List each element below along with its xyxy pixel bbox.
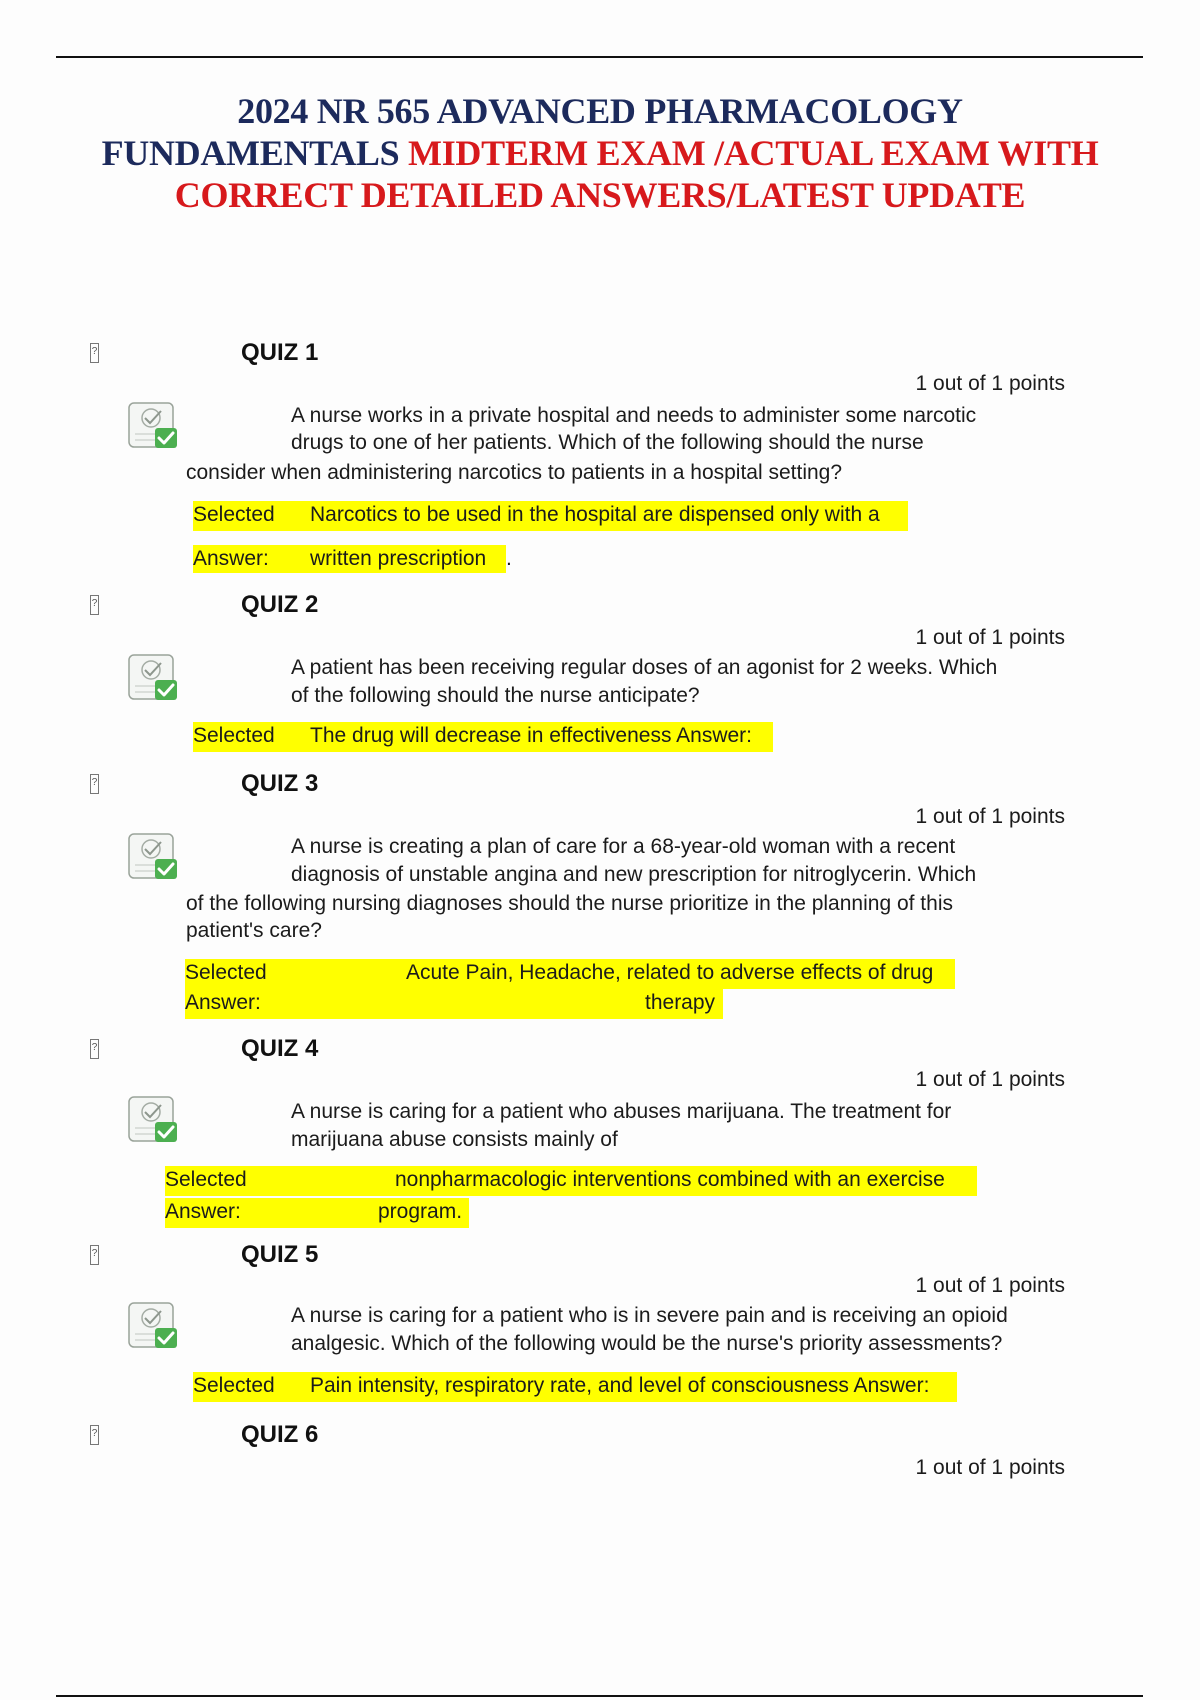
question-line: A nurse works in a private hospital and needs to administer some narcotic xyxy=(291,404,977,427)
missing-glyph-icon: ? xyxy=(90,343,99,363)
answer-highlight-row xyxy=(193,1372,957,1402)
question-line: A nurse is caring for a patient who is in severe pain and is receiving an opioid xyxy=(291,1304,1008,1327)
missing-glyph-icon: ? xyxy=(90,1245,99,1265)
answer-row-2 xyxy=(193,545,512,573)
quiz-points: 1 out of 1 points xyxy=(915,1274,1065,1297)
selected-label: Selected xyxy=(193,724,275,747)
missing-glyph-icon: ? xyxy=(90,1039,99,1059)
quiz-points: 1 out of 1 points xyxy=(915,805,1065,828)
question-line: of the following nursing diagnoses should the nurse prioritize in the planning of this xyxy=(186,892,953,915)
missing-glyph-icon: ? xyxy=(90,1425,99,1445)
answer-tail: . xyxy=(506,547,512,570)
answer-text: Pain intensity, respiratory rate, and level of consciousness Answer: xyxy=(310,1374,930,1397)
bottom-rule xyxy=(56,1695,1143,1697)
answer-highlight-row xyxy=(165,1198,469,1228)
question-line: analgesic. Which of the following would be the nurse's priority assessments? xyxy=(291,1332,1003,1355)
question-line: A patient has been receiving regular doses of an agonist for 2 weeks. Which xyxy=(291,656,998,679)
missing-glyph-icon: ? xyxy=(90,595,99,615)
missing-glyph-icon: ? xyxy=(90,774,99,794)
answer-highlight-row xyxy=(193,722,773,752)
title-line-2-red: MIDTERM EXAM /ACTUAL EXAM WITH xyxy=(408,133,1099,173)
selected-label: Selected xyxy=(165,1168,247,1191)
question-line: of the following should the nurse anticipate? xyxy=(291,684,700,707)
answer-text: Acute Pain, Headache, related to adverse effects of drug xyxy=(406,961,934,984)
answer-highlight-row xyxy=(165,1166,977,1196)
quiz-title: QUIZ 6 xyxy=(241,1421,319,1448)
graded-correct-check-icon xyxy=(127,1300,181,1352)
question-line: consider when administering narcotics to patients in a hospital setting? xyxy=(186,461,843,484)
answer-highlight-row xyxy=(185,989,723,1019)
question-line: diagnosis of unstable angina and new prescription for nitroglycerin. Which xyxy=(291,863,977,886)
answer-highlight-row xyxy=(185,959,955,989)
quiz-title: QUIZ 3 xyxy=(241,770,319,797)
question-line: A nurse is creating a plan of care for a 68-year-old woman with a recent xyxy=(291,835,956,858)
question-line: patient's care? xyxy=(186,919,322,942)
selected-label: Selected xyxy=(185,961,267,984)
answer-label: Answer: xyxy=(185,991,261,1014)
quiz-points: 1 out of 1 points xyxy=(915,1068,1065,1091)
graded-correct-check-icon xyxy=(127,1094,181,1146)
answer-text: program. xyxy=(378,1200,463,1223)
graded-correct-check-icon xyxy=(127,831,181,883)
graded-correct-check-icon xyxy=(127,652,181,704)
quiz-title: QUIZ 5 xyxy=(241,1241,319,1268)
title-line-3: CORRECT DETAILED ANSWERS/LATEST UPDATE xyxy=(174,175,1026,215)
selected-label: Selected xyxy=(193,1374,275,1397)
title-line-2-navy: FUNDAMENTALS xyxy=(101,133,409,173)
question-line: A nurse is caring for a patient who abuses marijuana. The treatment for xyxy=(291,1100,952,1123)
answer-label: Answer: xyxy=(193,547,269,570)
answer-label: Answer: xyxy=(165,1200,241,1223)
answer-highlight-row xyxy=(193,501,908,531)
quiz-points: 1 out of 1 points xyxy=(915,626,1065,649)
question-line: drugs to one of her patients. Which of the following should the nurse xyxy=(291,431,924,454)
quiz-title: QUIZ 2 xyxy=(241,591,319,618)
answer-text: The drug will decrease in effectiveness Answer: xyxy=(310,724,753,747)
top-rule xyxy=(56,56,1143,58)
answer-text: written prescription xyxy=(310,547,487,570)
question-line: marijuana abuse consists mainly of xyxy=(291,1128,618,1151)
quiz-points: 1 out of 1 points xyxy=(915,372,1065,395)
quiz-title: QUIZ 4 xyxy=(241,1035,319,1062)
answer-highlight xyxy=(193,545,506,573)
title-line-2 xyxy=(40,132,1160,174)
title-line-1: 2024 NR 565 ADVANCED PHARMACOLOGY xyxy=(237,91,963,131)
quiz-title: QUIZ 1 xyxy=(241,339,319,366)
selected-label: Selected xyxy=(193,503,275,526)
answer-text: therapy xyxy=(645,991,716,1014)
document-title xyxy=(40,90,1160,216)
answer-text: nonpharmacologic interventions combined with an exercise xyxy=(395,1168,945,1191)
graded-correct-check-icon xyxy=(127,400,181,452)
quiz-points: 1 out of 1 points xyxy=(915,1456,1065,1479)
answer-text: Narcotics to be used in the hospital are dispensed only with a xyxy=(310,503,880,526)
